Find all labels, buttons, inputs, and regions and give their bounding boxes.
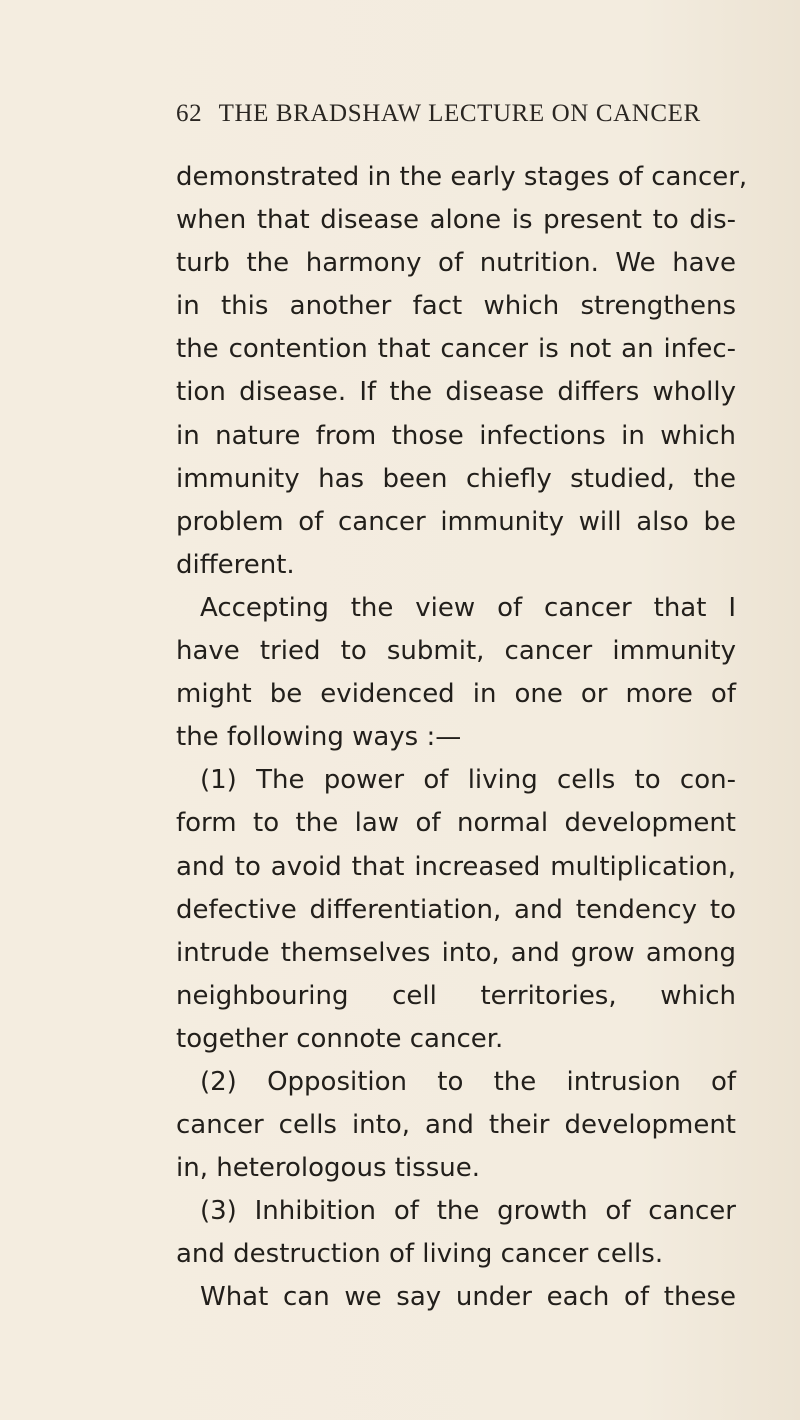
body-text	[176, 156, 748, 1320]
text-line: in, heterologous tissue.	[176, 1153, 481, 1184]
text-line: different.	[176, 549, 295, 580]
text-line: form to the law of normal development	[176, 808, 736, 839]
text-line: might be evidenced in one or more of	[176, 679, 736, 710]
text-line: the following ways :—	[176, 722, 462, 753]
running-title: THE BRADSHAW LECTURE ON CANCER	[218, 100, 701, 127]
text-line: intrude themselves into, and grow among	[176, 937, 736, 968]
running-head	[176, 100, 736, 128]
text-line: and to avoid that increased multiplication,	[176, 851, 736, 882]
text-line: (3) Inhibition of the growth of cancer	[200, 1196, 736, 1227]
text-line: problem of cancer immunity will also be	[176, 506, 736, 537]
text-line: What can we say under each of these	[200, 1282, 736, 1313]
text-line: in nature from those infections in which	[176, 420, 736, 451]
text-line: immunity has been chiefly studied, the	[176, 463, 736, 494]
text-line: cancer cells into, and their development	[176, 1110, 736, 1141]
text-line: and destruction of living cancer cells.	[176, 1239, 664, 1270]
text-line: have tried to submit, cancer immunity	[176, 636, 736, 667]
text-line: turb the harmony of nutrition. We have	[176, 248, 736, 279]
text-line: the contention that cancer is not an infec-	[176, 334, 736, 365]
text-line: tion disease. If the disease differs wholly	[176, 377, 736, 408]
text-line: (2) Opposition to the intrusion of	[200, 1066, 736, 1097]
page-number: 62	[176, 100, 203, 127]
text-line: neighbouring cell territories, which	[176, 980, 736, 1011]
text-line: demonstrated in the early stages of cancer,	[176, 162, 748, 192]
text-line: together connote cancer.	[176, 1023, 504, 1054]
text-line: in this another fact which strengthens	[176, 291, 736, 322]
text-line: defective differentiation, and tendency to	[176, 894, 736, 925]
text-line: (1) The power of living cells to con-	[200, 765, 736, 796]
text-line: Accepting the view of cancer that I	[200, 592, 736, 623]
text-line: when that disease alone is present to dis-	[176, 205, 736, 236]
